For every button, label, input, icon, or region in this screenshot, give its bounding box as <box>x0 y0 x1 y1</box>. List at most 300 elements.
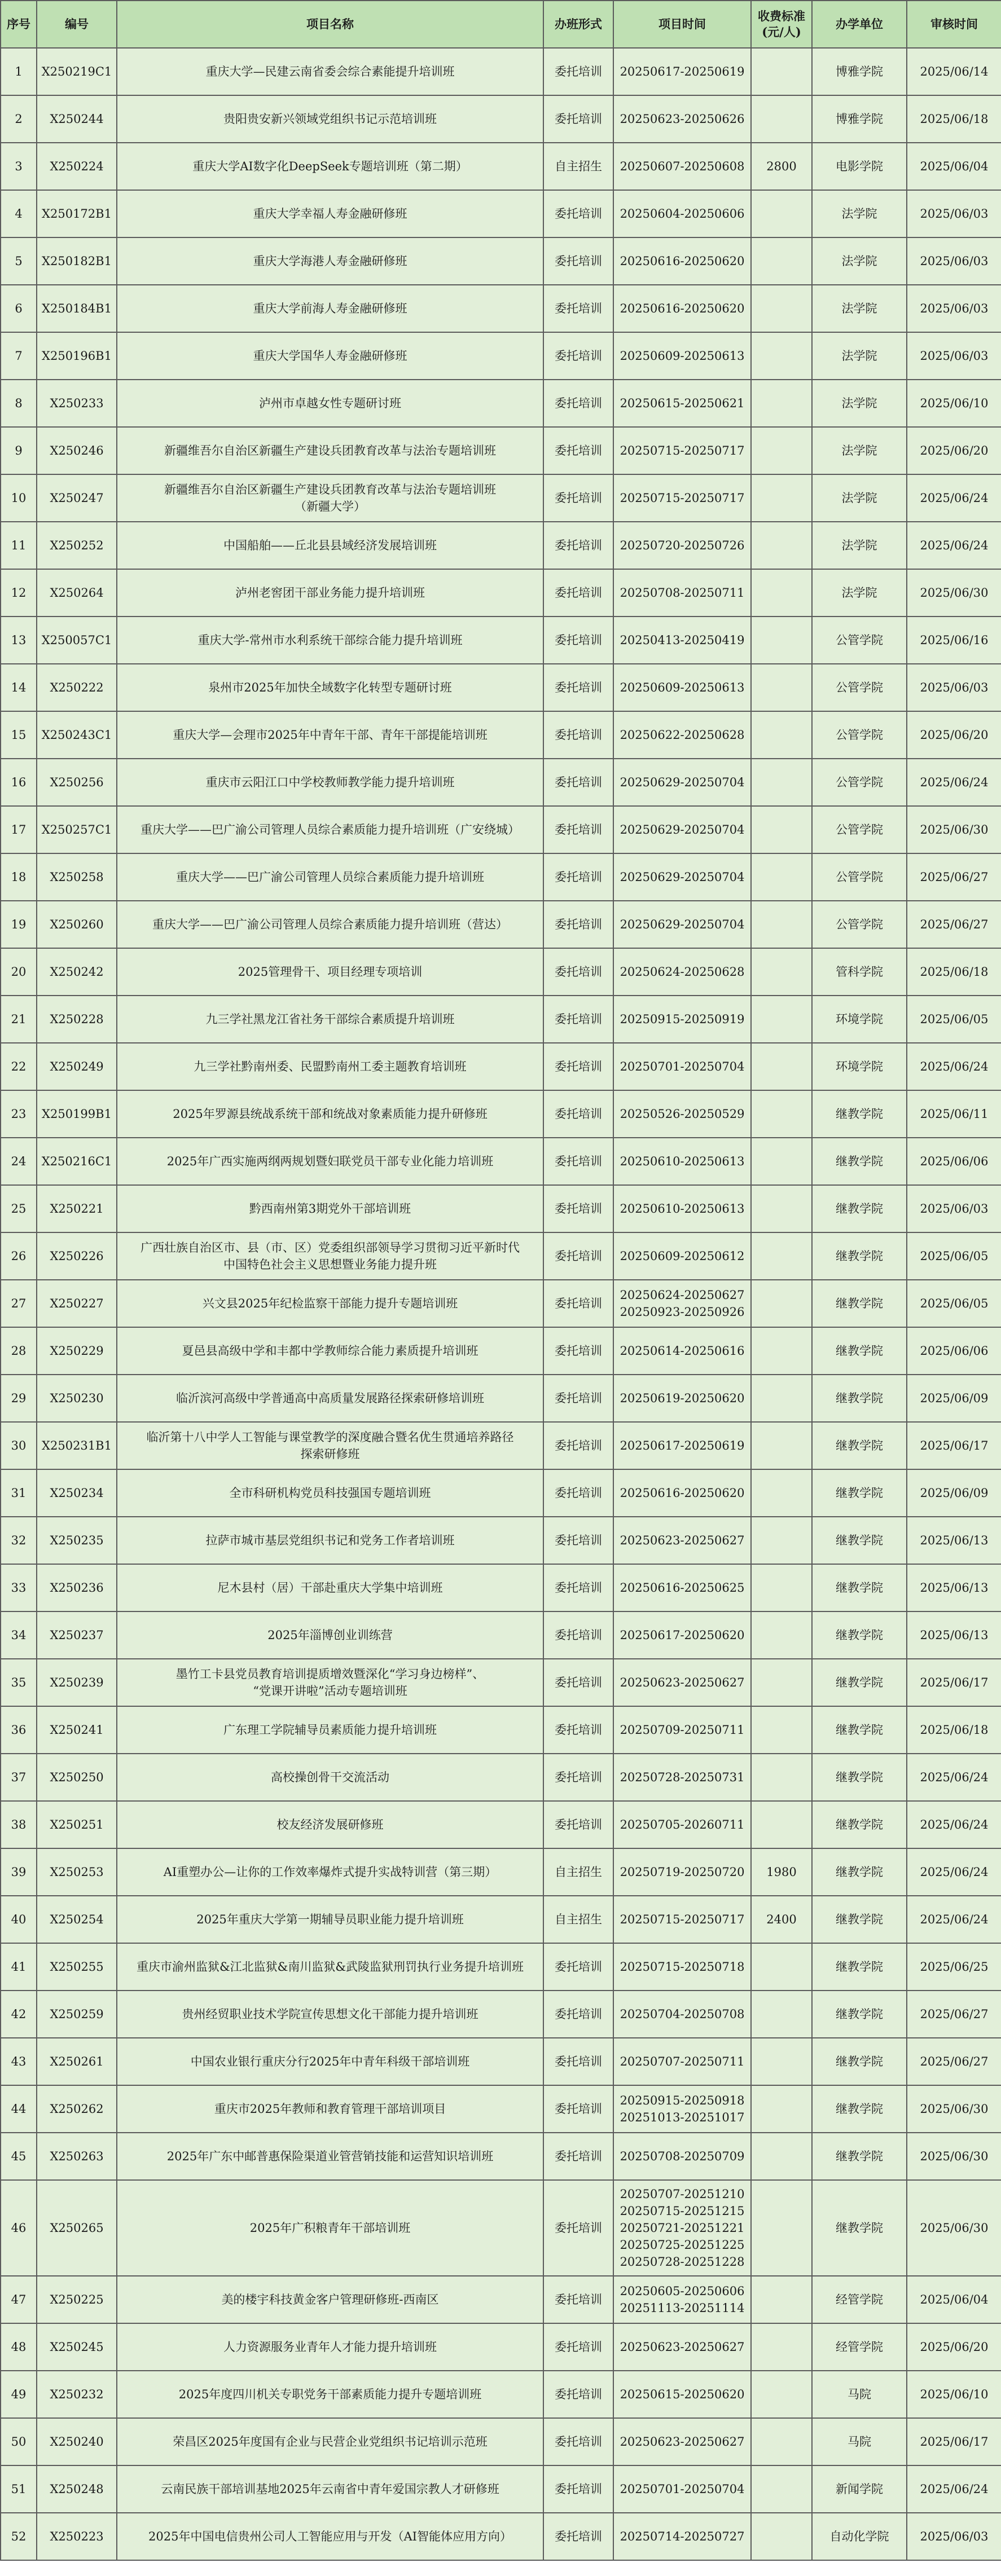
review-date-cell: 2025/06/24 <box>907 522 1001 569</box>
review-date-cell: 2025/06/24 <box>907 1848 1001 1896</box>
unit-cell: 继教学院 <box>812 1706 907 1754</box>
format-cell: 委托培训 <box>543 285 613 332</box>
period-cell: 20250629-20250704 <box>613 853 751 901</box>
code-cell: X250057C1 <box>37 617 117 664</box>
name-cell: 重庆大学—会理市2025年中青年干部、青年干部提能培训班 <box>117 711 543 759</box>
period-cell: 20250915-20250919 <box>613 996 751 1043</box>
code-cell: X250237 <box>37 1611 117 1659</box>
period-cell: 20250615-20250621 <box>613 380 751 427</box>
table-row <box>1 143 1001 190</box>
fee-cell: 2400 <box>751 1896 812 1943</box>
table-row <box>1 806 1001 853</box>
name-cell: 中国船舶——丘北县县域经济发展培训班 <box>117 522 543 569</box>
table-row <box>1 664 1001 711</box>
code-cell: X250172B1 <box>37 190 117 237</box>
review-date-cell: 2025/06/30 <box>907 2133 1001 2180</box>
review-date-cell: 2025/06/09 <box>907 1469 1001 1517</box>
fee-cell <box>751 2085 812 2133</box>
seq-cell: 27 <box>1 1280 37 1327</box>
code-cell: X250261 <box>37 2038 117 2085</box>
format-cell: 委托培训 <box>543 1232 613 1280</box>
table-row <box>1 332 1001 380</box>
fee-cell <box>751 1801 812 1848</box>
period-cell: 20250708-20250709 <box>613 2133 751 2180</box>
period-cell: 20250615-20250620 <box>613 2371 751 2418</box>
name-cell: 2025年淄博创业训练营 <box>117 1611 543 1659</box>
code-cell: X250233 <box>37 380 117 427</box>
code-cell: X250216C1 <box>37 1138 117 1185</box>
fee-cell <box>751 1706 812 1754</box>
period-cell: 20250616-20250620 <box>613 237 751 285</box>
seq-cell: 50 <box>1 2418 37 2465</box>
seq-cell: 12 <box>1 569 37 617</box>
table-row <box>1 759 1001 806</box>
table-row <box>1 1991 1001 2038</box>
review-date-cell: 2025/06/13 <box>907 1564 1001 1611</box>
table-row <box>1 1611 1001 1659</box>
fee-cell <box>751 1327 812 1375</box>
seq-cell: 30 <box>1 1422 37 1469</box>
unit-cell: 继教学院 <box>812 1896 907 1943</box>
table-row <box>1 1232 1001 1280</box>
table-row <box>1 1943 1001 1991</box>
code-cell: X250243C1 <box>37 711 117 759</box>
fee-cell <box>751 759 812 806</box>
period-cell: 20250623-20250627 <box>613 1517 751 1564</box>
review-date-cell: 2025/06/13 <box>907 1517 1001 1564</box>
table-row <box>1 95 1001 143</box>
fee-cell <box>751 2513 812 2560</box>
review-date-cell: 2025/06/09 <box>907 1375 1001 1422</box>
review-date-cell: 2025/06/11 <box>907 1090 1001 1138</box>
fee-cell <box>751 901 812 948</box>
period-cell: 20250720-20250726 <box>613 522 751 569</box>
unit-cell: 法学院 <box>812 427 907 474</box>
header-cell: 项目时间 <box>613 1 751 48</box>
period-cell: 20250614-20250616 <box>613 1327 751 1375</box>
period-cell: 20250629-20250704 <box>613 806 751 853</box>
name-cell: 高校操创骨干交流活动 <box>117 1754 543 1801</box>
format-cell: 委托培训 <box>543 474 613 522</box>
unit-cell: 继教学院 <box>812 1469 907 1517</box>
fee-cell <box>751 237 812 285</box>
name-cell: 重庆大学-常州市水利系统干部综合能力提升培训班 <box>117 617 543 664</box>
review-date-cell: 2025/06/03 <box>907 332 1001 380</box>
seq-cell: 39 <box>1 1848 37 1896</box>
table-row <box>1 1138 1001 1185</box>
code-cell: X250227 <box>37 1280 117 1327</box>
name-cell: 美的楼宇科技黄金客户管理研修班-西南区 <box>117 2276 543 2323</box>
format-cell: 委托培训 <box>543 1469 613 1517</box>
format-cell: 委托培训 <box>543 996 613 1043</box>
format-cell: 委托培训 <box>543 617 613 664</box>
fee-cell <box>751 522 812 569</box>
code-cell: X250226 <box>37 1232 117 1280</box>
seq-cell: 37 <box>1 1754 37 1801</box>
code-cell: X250231B1 <box>37 1422 117 1469</box>
table-row <box>1 2513 1001 2560</box>
code-cell: X250260 <box>37 901 117 948</box>
period-cell: 20250707-20251210 20250715-20251215 20250721-20251221 20250725-20251225 20250728-20251228 <box>613 2180 751 2276</box>
seq-cell: 51 <box>1 2465 37 2513</box>
seq-cell: 41 <box>1 1943 37 1991</box>
fee-cell <box>751 617 812 664</box>
review-date-cell: 2025/06/30 <box>907 569 1001 617</box>
header-cell: 收费标准 (元/人) <box>751 1 812 48</box>
table-row <box>1 474 1001 522</box>
fee-cell <box>751 2180 812 2276</box>
name-cell: 新疆维吾尔自治区新疆生产建设兵团教育改革与法治专题培训班 （新疆大学） <box>117 474 543 522</box>
fee-cell <box>751 1991 812 2038</box>
table-row <box>1 1754 1001 1801</box>
format-cell: 委托培训 <box>543 853 613 901</box>
period-cell: 20250629-20250704 <box>613 901 751 948</box>
format-cell: 委托培训 <box>543 1611 613 1659</box>
fee-cell <box>751 711 812 759</box>
table-row <box>1 1706 1001 1754</box>
fee-cell <box>751 2371 812 2418</box>
period-cell: 20250715-20250718 <box>613 1943 751 1991</box>
format-cell: 自主招生 <box>543 1896 613 1943</box>
unit-cell: 继教学院 <box>812 2133 907 2180</box>
unit-cell: 博雅学院 <box>812 95 907 143</box>
name-cell: 2025年广西实施两纲两规划暨妇联党员干部专业化能力培训班 <box>117 1138 543 1185</box>
name-cell: 重庆大学——巴广渝公司管理人员综合素质能力提升培训班 <box>117 853 543 901</box>
code-cell: X250222 <box>37 664 117 711</box>
table-row <box>1 190 1001 237</box>
seq-cell: 14 <box>1 664 37 711</box>
table-row <box>1 48 1001 95</box>
format-cell: 委托培训 <box>543 806 613 853</box>
review-date-cell: 2025/06/25 <box>907 1943 1001 1991</box>
code-cell: X250234 <box>37 1469 117 1517</box>
table-row <box>1 285 1001 332</box>
name-cell: 重庆市2025年教师和教育管理干部培训项目 <box>117 2085 543 2133</box>
format-cell: 委托培训 <box>543 2418 613 2465</box>
review-date-cell: 2025/06/03 <box>907 1185 1001 1232</box>
code-cell: X250228 <box>37 996 117 1043</box>
fee-cell <box>751 1564 812 1611</box>
fee-cell <box>751 1138 812 1185</box>
code-cell: X250221 <box>37 1185 117 1232</box>
format-cell: 委托培训 <box>543 1090 613 1138</box>
table-row <box>1 853 1001 901</box>
seq-cell: 33 <box>1 1564 37 1611</box>
table-row <box>1 617 1001 664</box>
seq-cell: 47 <box>1 2276 37 2323</box>
seq-cell: 17 <box>1 806 37 853</box>
fee-cell <box>751 2133 812 2180</box>
code-cell: X250258 <box>37 853 117 901</box>
seq-cell: 15 <box>1 711 37 759</box>
format-cell: 委托培训 <box>543 759 613 806</box>
format-cell: 委托培训 <box>543 2465 613 2513</box>
table-row <box>1 2418 1001 2465</box>
format-cell: 委托培训 <box>543 2371 613 2418</box>
seq-cell: 18 <box>1 853 37 901</box>
fee-cell <box>751 2465 812 2513</box>
seq-cell: 1 <box>1 48 37 95</box>
seq-cell: 44 <box>1 2085 37 2133</box>
code-cell: X250245 <box>37 2323 117 2371</box>
name-cell: 重庆大学国华人寿金融研修班 <box>117 332 543 380</box>
name-cell: 九三学社黑龙江省社务干部综合素质提升培训班 <box>117 996 543 1043</box>
format-cell: 委托培训 <box>543 2085 613 2133</box>
name-cell: 2025年罗源县统战系统干部和统战对象素质能力提升研修班 <box>117 1090 543 1138</box>
period-cell: 20250708-20250711 <box>613 569 751 617</box>
table-row <box>1 1517 1001 1564</box>
unit-cell: 继教学院 <box>812 1801 907 1848</box>
fee-cell <box>751 1659 812 1706</box>
format-cell: 委托培训 <box>543 1043 613 1090</box>
table-row <box>1 996 1001 1043</box>
name-cell: 墨竹工卡县党员教育培训提质增效暨深化“学习身边榜样”、 “党课开讲啦”活动专题培训班 <box>117 1659 543 1706</box>
fee-cell <box>751 1375 812 1422</box>
fee-cell <box>751 1232 812 1280</box>
code-cell: X250199B1 <box>37 1090 117 1138</box>
name-cell: 2025管理骨干、项目经理专项培训 <box>117 948 543 996</box>
fee-cell <box>751 996 812 1043</box>
format-cell: 委托培训 <box>543 569 613 617</box>
table-row <box>1 1659 1001 1706</box>
code-cell: X250182B1 <box>37 237 117 285</box>
review-date-cell: 2025/06/24 <box>907 474 1001 522</box>
code-cell: X250225 <box>37 2276 117 2323</box>
seq-cell: 3 <box>1 143 37 190</box>
code-cell: X250239 <box>37 1659 117 1706</box>
unit-cell: 继教学院 <box>812 1327 907 1375</box>
seq-cell: 31 <box>1 1469 37 1517</box>
table-row <box>1 1327 1001 1375</box>
table-row <box>1 569 1001 617</box>
name-cell: 校友经济发展研修班 <box>117 1801 543 1848</box>
period-cell: 20250610-20250613 <box>613 1138 751 1185</box>
fee-cell: 1980 <box>751 1848 812 1896</box>
code-cell: X250248 <box>37 2465 117 2513</box>
table-row <box>1 380 1001 427</box>
code-cell: X250224 <box>37 143 117 190</box>
header-cell: 办学单位 <box>812 1 907 48</box>
unit-cell: 环境学院 <box>812 996 907 1043</box>
seq-cell: 48 <box>1 2323 37 2371</box>
unit-cell: 继教学院 <box>812 1185 907 1232</box>
review-date-cell: 2025/06/27 <box>907 2038 1001 2085</box>
period-cell: 20250617-20250619 <box>613 48 751 95</box>
seq-cell: 32 <box>1 1517 37 1564</box>
unit-cell: 继教学院 <box>812 1611 907 1659</box>
code-cell: X250244 <box>37 95 117 143</box>
period-cell: 20250715-20250717 <box>613 427 751 474</box>
format-cell: 委托培训 <box>543 1706 613 1754</box>
unit-cell: 继教学院 <box>812 1848 907 1896</box>
period-cell: 20250622-20250628 <box>613 711 751 759</box>
unit-cell: 继教学院 <box>812 1564 907 1611</box>
code-cell: X250255 <box>37 1943 117 1991</box>
unit-cell: 电影学院 <box>812 143 907 190</box>
unit-cell: 继教学院 <box>812 1232 907 1280</box>
name-cell: 2025年广积粮青年干部培训班 <box>117 2180 543 2276</box>
period-cell: 20250714-20250727 <box>613 2513 751 2560</box>
table-body <box>1 48 1001 2560</box>
table-row <box>1 1848 1001 1896</box>
fee-cell <box>751 1422 812 1469</box>
name-cell: 重庆大学海港人寿金融研修班 <box>117 237 543 285</box>
review-date-cell: 2025/06/20 <box>907 711 1001 759</box>
name-cell: 广东理工学院辅导员素质能力提升培训班 <box>117 1706 543 1754</box>
format-cell: 委托培训 <box>543 190 613 237</box>
seq-cell: 24 <box>1 1138 37 1185</box>
period-cell: 20250616-20250620 <box>613 285 751 332</box>
format-cell: 委托培训 <box>543 1422 613 1469</box>
format-cell: 委托培训 <box>543 1659 613 1706</box>
name-cell: 贵阳贵安新兴领域党组织书记示范培训班 <box>117 95 543 143</box>
code-cell: X250235 <box>37 1517 117 1564</box>
period-cell: 20250709-20250711 <box>613 1706 751 1754</box>
fee-cell <box>751 95 812 143</box>
period-cell: 20250707-20250711 <box>613 2038 751 2085</box>
name-cell: 重庆市云阳江口中学校教师教学能力提升培训班 <box>117 759 543 806</box>
name-cell: 2025年广东中邮普惠保险渠道业管营销技能和运营知识培训班 <box>117 2133 543 2180</box>
seq-cell: 23 <box>1 1090 37 1138</box>
review-date-cell: 2025/06/03 <box>907 190 1001 237</box>
name-cell: 拉萨市城市基层党组织书记和党务工作者培训班 <box>117 1517 543 1564</box>
unit-cell: 环境学院 <box>812 1043 907 1090</box>
unit-cell: 马院 <box>812 2371 907 2418</box>
header-cell: 办班形式 <box>543 1 613 48</box>
format-cell: 委托培训 <box>543 948 613 996</box>
name-cell: 兴文县2025年纪检监察干部能力提升专题培训班 <box>117 1280 543 1327</box>
name-cell: 中国农业银行重庆分行2025年中青年科级干部培训班 <box>117 2038 543 2085</box>
seq-cell: 42 <box>1 1991 37 2038</box>
review-date-cell: 2025/06/20 <box>907 427 1001 474</box>
review-date-cell: 2025/06/06 <box>907 1138 1001 1185</box>
format-cell: 委托培训 <box>543 901 613 948</box>
period-cell: 20250728-20250731 <box>613 1754 751 1801</box>
fee-cell <box>751 1185 812 1232</box>
period-cell: 20250629-20250704 <box>613 759 751 806</box>
code-cell: X250263 <box>37 2133 117 2180</box>
unit-cell: 继教学院 <box>812 1659 907 1706</box>
seq-cell: 35 <box>1 1659 37 1706</box>
review-date-cell: 2025/06/30 <box>907 806 1001 853</box>
format-cell: 委托培训 <box>543 1280 613 1327</box>
unit-cell: 自动化学院 <box>812 2513 907 2560</box>
seq-cell: 10 <box>1 474 37 522</box>
review-date-cell: 2025/06/24 <box>907 1754 1001 1801</box>
period-cell: 20250619-20250620 <box>613 1375 751 1422</box>
review-date-cell: 2025/06/20 <box>907 2323 1001 2371</box>
unit-cell: 继教学院 <box>812 2038 907 2085</box>
fee-cell <box>751 2276 812 2323</box>
unit-cell: 经管学院 <box>812 2323 907 2371</box>
seq-cell: 7 <box>1 332 37 380</box>
header-cell: 审核时间 <box>907 1 1001 48</box>
table-row <box>1 1564 1001 1611</box>
code-cell: X250251 <box>37 1801 117 1848</box>
table-row <box>1 2085 1001 2133</box>
unit-cell: 公管学院 <box>812 664 907 711</box>
unit-cell: 继教学院 <box>812 1754 907 1801</box>
code-cell: X250250 <box>37 1754 117 1801</box>
format-cell: 委托培训 <box>543 2323 613 2371</box>
table-row <box>1 1090 1001 1138</box>
fee-cell <box>751 1090 812 1138</box>
unit-cell: 继教学院 <box>812 2085 907 2133</box>
unit-cell: 公管学院 <box>812 853 907 901</box>
review-date-cell: 2025/06/03 <box>907 2513 1001 2560</box>
format-cell: 委托培训 <box>543 664 613 711</box>
fee-cell <box>751 1611 812 1659</box>
seq-cell: 9 <box>1 427 37 474</box>
header-cell: 项目名称 <box>117 1 543 48</box>
period-cell: 20250719-20250720 <box>613 1848 751 1896</box>
code-cell: X250223 <box>37 2513 117 2560</box>
period-cell: 20250604-20250606 <box>613 190 751 237</box>
name-cell: 重庆大学幸福人寿金融研修班 <box>117 190 543 237</box>
fee-cell <box>751 1043 812 1090</box>
review-date-cell: 2025/06/16 <box>907 617 1001 664</box>
review-date-cell: 2025/06/03 <box>907 285 1001 332</box>
code-cell: X250232 <box>37 2371 117 2418</box>
review-date-cell: 2025/06/27 <box>907 1991 1001 2038</box>
header-cell: 编号 <box>37 1 117 48</box>
review-date-cell: 2025/06/18 <box>907 948 1001 996</box>
code-cell: X250242 <box>37 948 117 996</box>
format-cell: 自主招生 <box>543 143 613 190</box>
table-row <box>1 522 1001 569</box>
seq-cell: 13 <box>1 617 37 664</box>
unit-cell: 法学院 <box>812 190 907 237</box>
fee-cell <box>751 1469 812 1517</box>
unit-cell: 新闻学院 <box>812 2465 907 2513</box>
code-cell: X250246 <box>37 427 117 474</box>
name-cell: 重庆市渝州监狱&江北监狱&南川监狱&武陵监狱刑罚执行业务提升培训班 <box>117 1943 543 1991</box>
review-date-cell: 2025/06/27 <box>907 853 1001 901</box>
name-cell: 泸州老窖团干部业务能力提升培训班 <box>117 569 543 617</box>
format-cell: 委托培训 <box>543 48 613 95</box>
fee-cell <box>751 332 812 380</box>
unit-cell: 继教学院 <box>812 2180 907 2276</box>
period-cell: 20250715-20250717 <box>613 1896 751 1943</box>
table-row <box>1 1185 1001 1232</box>
period-cell: 20250701-20250704 <box>613 2465 751 2513</box>
table-row <box>1 2465 1001 2513</box>
seq-cell: 8 <box>1 380 37 427</box>
review-date-cell: 2025/06/10 <box>907 2371 1001 2418</box>
fee-cell <box>751 380 812 427</box>
code-cell: X250254 <box>37 1896 117 1943</box>
review-date-cell: 2025/06/30 <box>907 2180 1001 2276</box>
review-date-cell: 2025/06/24 <box>907 759 1001 806</box>
fee-cell <box>751 190 812 237</box>
unit-cell: 继教学院 <box>812 1943 907 1991</box>
review-date-cell: 2025/06/18 <box>907 1706 1001 1754</box>
unit-cell: 马院 <box>812 2418 907 2465</box>
fee-cell <box>751 427 812 474</box>
name-cell: 重庆大学——巴广渝公司管理人员综合素质能力提升培训班（广安绕城） <box>117 806 543 853</box>
name-cell: 九三学社黔南州委、民盟黔南州工委主题教育培训班 <box>117 1043 543 1090</box>
format-cell: 委托培训 <box>543 2276 613 2323</box>
name-cell: 2025年重庆大学第一期辅导员职业能力提升培训班 <box>117 1896 543 1943</box>
fee-cell <box>751 285 812 332</box>
format-cell: 委托培训 <box>543 1943 613 1991</box>
review-date-cell: 2025/06/04 <box>907 2276 1001 2323</box>
format-cell: 委托培训 <box>543 2180 613 2276</box>
format-cell: 委托培训 <box>543 711 613 759</box>
seq-cell: 20 <box>1 948 37 996</box>
unit-cell: 继教学院 <box>812 1991 907 2038</box>
unit-cell: 公管学院 <box>812 711 907 759</box>
